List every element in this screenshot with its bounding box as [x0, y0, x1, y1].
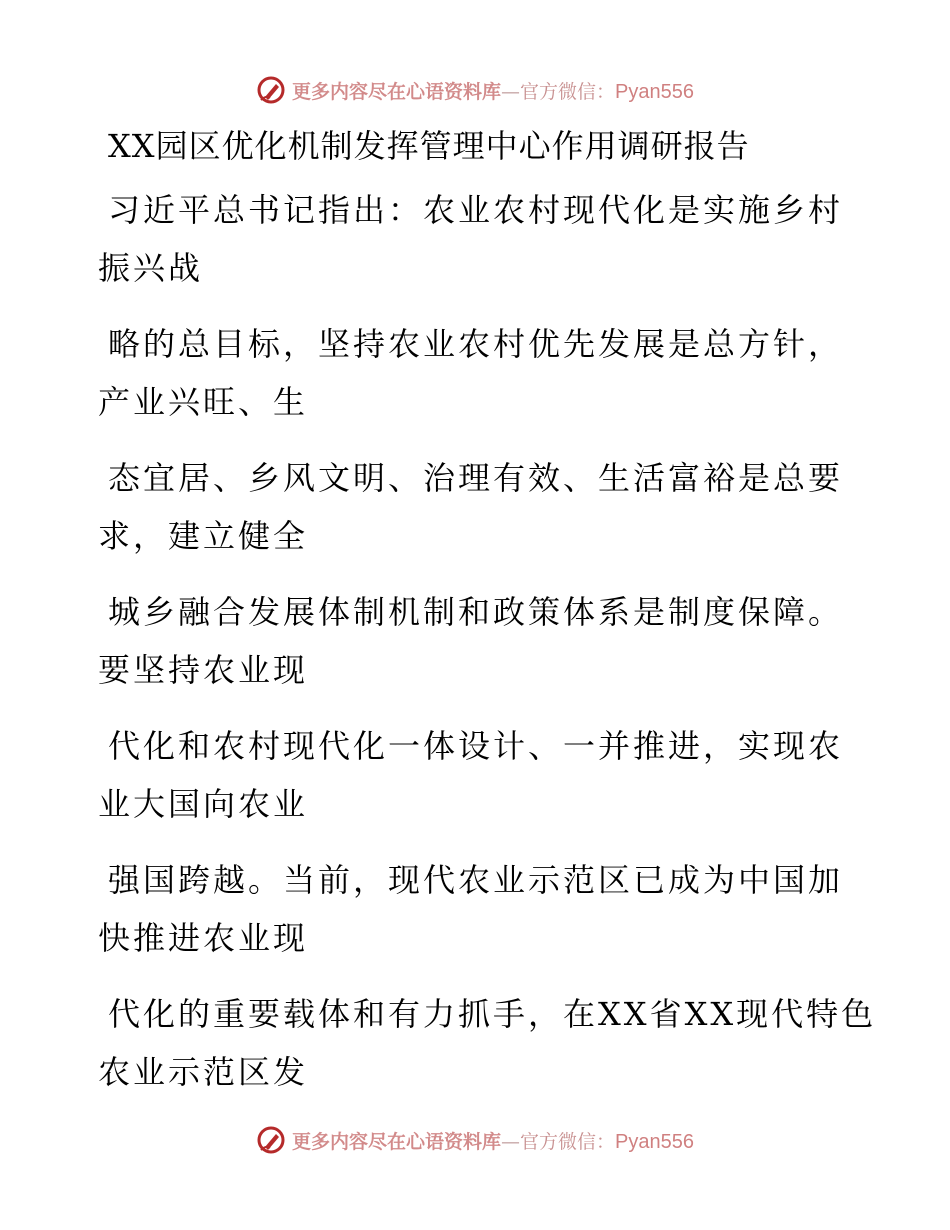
paragraph-line: 强国跨越。当前，现代农业示范区已成为中国加 — [108, 861, 844, 899]
paragraph-line: 城乡融合发展体制机制和政策体系是制度保障。 — [108, 593, 844, 631]
watermark-wechat-label: 官方微信： — [520, 1130, 616, 1153]
paragraph-line: 农业示范区发 — [98, 1053, 309, 1091]
watermark-dash: — — [501, 80, 521, 103]
watermark-dash: — — [501, 1130, 521, 1153]
pen-circle-logo-icon — [256, 75, 286, 105]
watermark-wechat-label: 官方微信： — [520, 80, 616, 103]
paragraph-7 — [98, 982, 877, 1106]
paragraph-3 — [98, 446, 858, 570]
paragraph-line: 代化的重要载体和有力抓手，在XX省XX现代特色 — [108, 995, 877, 1033]
paragraph-line: 快推进农业现 — [98, 919, 309, 957]
paragraph-2 — [98, 312, 858, 436]
watermark-main: 更多内容尽在心语资料库 — [292, 1130, 502, 1153]
paragraph-line: 产业兴旺、生 — [98, 383, 309, 421]
document-body — [98, 120, 877, 1116]
paragraph-line: 振兴战 — [98, 249, 204, 287]
paragraph-line: 略的总目标，坚持农业农村优先发展是总方针， — [108, 325, 844, 363]
document-title: XX园区优化机制发挥管理中心作用调研报告 — [108, 127, 750, 165]
paragraph-line: 要坚持农业现 — [98, 651, 309, 689]
header-watermark — [0, 70, 950, 110]
watermark-wechat-id: Pyan556 — [615, 1130, 694, 1153]
pen-circle-logo-icon — [256, 1125, 286, 1155]
paragraph-4 — [98, 580, 858, 704]
paragraph-line: 求，建立健全 — [98, 517, 309, 555]
watermark-text — [292, 77, 694, 104]
watermark-main: 更多内容尽在心语资料库 — [292, 80, 502, 103]
watermark-text — [292, 1127, 694, 1154]
paragraph-6 — [98, 848, 858, 972]
watermark-wechat-id: Pyan556 — [615, 80, 694, 103]
paragraph-line: 代化和农村现代化一体设计、一并推进，实现农 — [108, 727, 844, 765]
paragraph-5 — [98, 714, 858, 838]
footer-watermark — [0, 1120, 950, 1160]
paragraph-1 — [98, 178, 858, 302]
paragraph-line: 业大国向农业 — [98, 785, 309, 823]
paragraph-line: 习近平总书记指出：农业农村现代化是实施乡村 — [108, 191, 844, 229]
paragraph-line: 态宜居、乡风文明、治理有效、生活富裕是总要 — [108, 459, 844, 497]
